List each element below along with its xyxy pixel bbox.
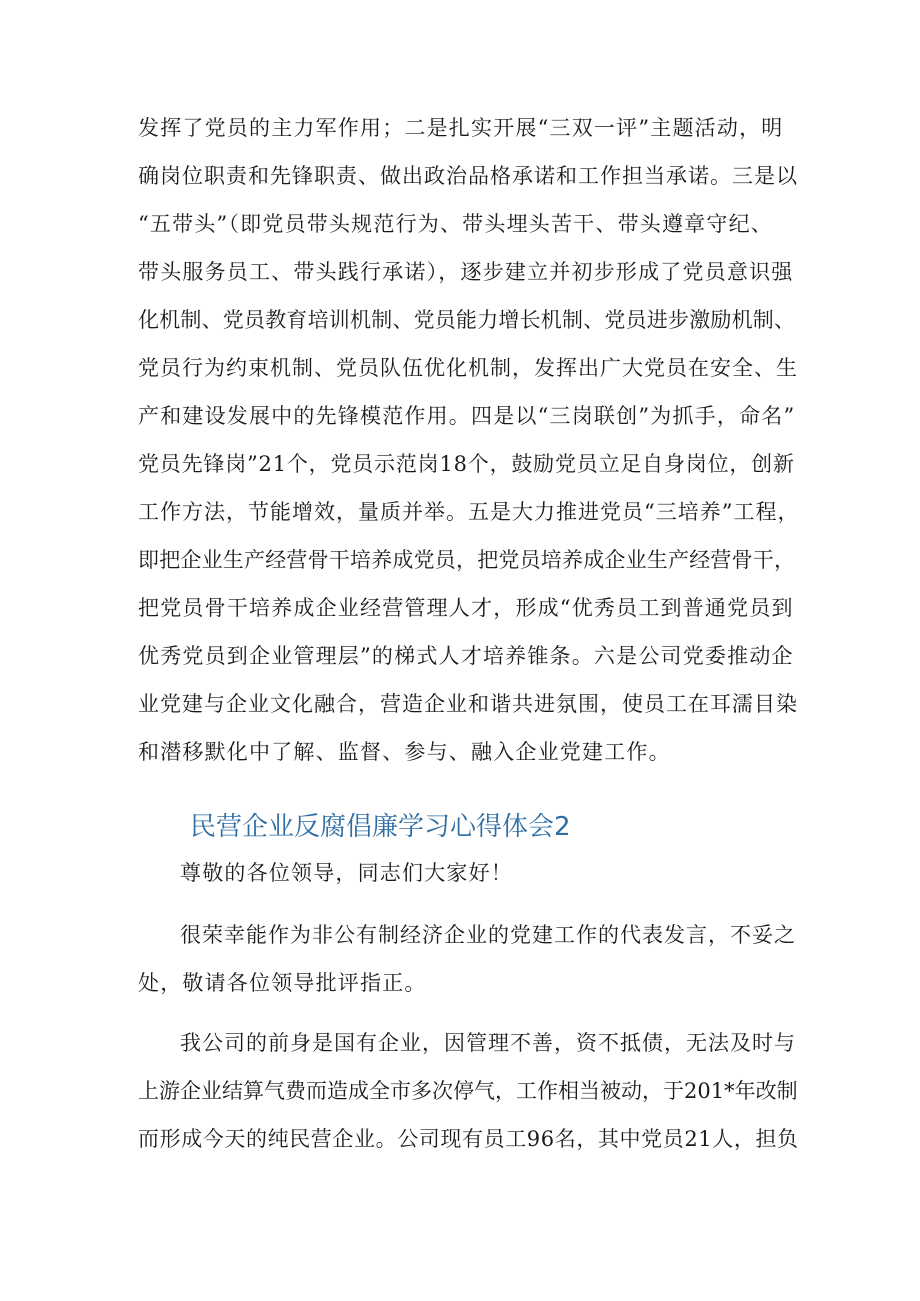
text-line: 业党建与企业文化融合，营造企业和谐共进氛围，使员工在耳濡目染 xyxy=(138,692,798,716)
text-line: 化机制、党员教育培训机制、党员能力增长机制、党员进步激励机制、 xyxy=(138,308,796,332)
section-heading: 民营企业反腐倡廉学习心得体会2 xyxy=(190,812,571,842)
text-line: 上游企业结算气费而造成全市多次停气，工作相当被动，于201*年改制 xyxy=(138,1079,798,1103)
text-line: 带头服务员工、带头践行承诺），逐步建立并初步形成了党员意识强 xyxy=(138,260,794,284)
intro-paragraph xyxy=(138,911,798,1007)
text-line: 处，敬请各位领导批评指正。 xyxy=(138,971,427,995)
text-line: 很荣幸能作为非公有制经济企业的党建工作的代表发言，不妥之 xyxy=(180,923,796,947)
text-line: 即把企业生产经营骨干培养成党员，把党员培养成企业生产经营骨干， xyxy=(138,548,796,572)
text-line: 而形成今天的纯民营企业。公司现有员工96名，其中党员21人，担负 xyxy=(138,1127,799,1151)
body-paragraph-top xyxy=(138,104,798,776)
text-line: “五带头”（即党员带头规范行为、带头埋头苦干、带头遵章守纪、 xyxy=(138,212,773,236)
text-line: 我公司的前身是国有企业，因管理不善，资不抵债，无法及时与 xyxy=(180,1031,796,1055)
text-line: 党员先锋岗”21个，党员示范岗18个，鼓励党员立足自身岗位，创新 xyxy=(138,452,795,476)
greeting-line: 尊敬的各位领导，同志们大家好！ xyxy=(180,861,513,885)
text-line: 和潜移默化中了解、监督、参与、融入企业党建工作。 xyxy=(138,740,671,764)
text-line: 确岗位职责和先锋职责、做出政治品格承诺和工作担当承诺。三是以 xyxy=(138,164,798,188)
greeting-paragraph xyxy=(138,849,798,897)
text-line: 产和建设发展中的先锋模范作用。四是以“三岗联创”为抓手，命名” xyxy=(138,404,796,428)
text-line: 工作方法，节能增效，量质并举。五是大力推进党员“三培养”工程， xyxy=(138,500,800,524)
text-line: 党员行为约束机制、党员队伍优化机制，发挥出广大党员在安全、生 xyxy=(138,356,798,380)
company-paragraph xyxy=(138,1019,798,1163)
text-line: 发挥了党员的主力军作用；二是扎实开展“三双一评”主题活动，明 xyxy=(138,116,784,140)
text-line: 把党员骨干培养成企业经营管理人才，形成“优秀员工到普通党员到 xyxy=(138,596,794,620)
text-line: 优秀党员到企业管理层”的梯式人才培养锥条。六是公司党委推动企 xyxy=(138,644,794,668)
